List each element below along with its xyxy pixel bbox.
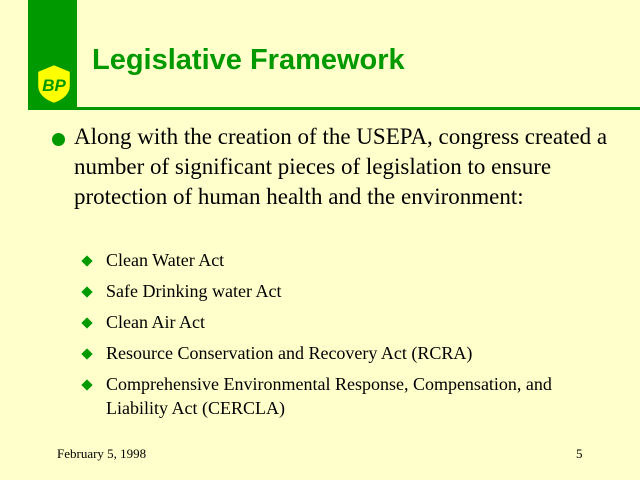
diamond-bullet-icon <box>81 286 92 297</box>
list-item <box>78 279 618 303</box>
slide-title: Legislative Framework <box>92 44 405 76</box>
title-underline <box>28 107 640 110</box>
diamond-bullet-icon <box>81 379 92 390</box>
list-item <box>78 248 618 272</box>
legislation-list <box>78 248 618 427</box>
list-item <box>78 310 618 334</box>
main-bullet-icon <box>52 133 65 146</box>
list-item <box>78 341 618 365</box>
page-number: 5 <box>576 446 583 461</box>
bp-logo <box>32 62 76 106</box>
diamond-bullet-icon <box>81 317 92 328</box>
list-item-label: Safe Drinking water Act <box>106 281 282 301</box>
footer-date: February 5, 1998 <box>57 446 147 461</box>
list-item-label: Resource Conservation and Recovery Act (RCRA) <box>106 343 473 363</box>
list-item-label: Comprehensive Environmental Response, Compensation, and Liability Act (CERCLA) <box>106 374 552 418</box>
list-item-label: Clean Air Act <box>106 312 205 332</box>
list-item <box>78 372 618 420</box>
diamond-bullet-icon <box>81 255 92 266</box>
list-item-label: Clean Water Act <box>106 250 225 270</box>
main-point-text: Along with the creation of the USEPA, congress created a number of significant pieces of legislation to ensure protection of human health and the environment: <box>74 124 608 209</box>
bp-logo-text: BP <box>42 76 66 95</box>
diamond-bullet-icon <box>81 348 92 359</box>
